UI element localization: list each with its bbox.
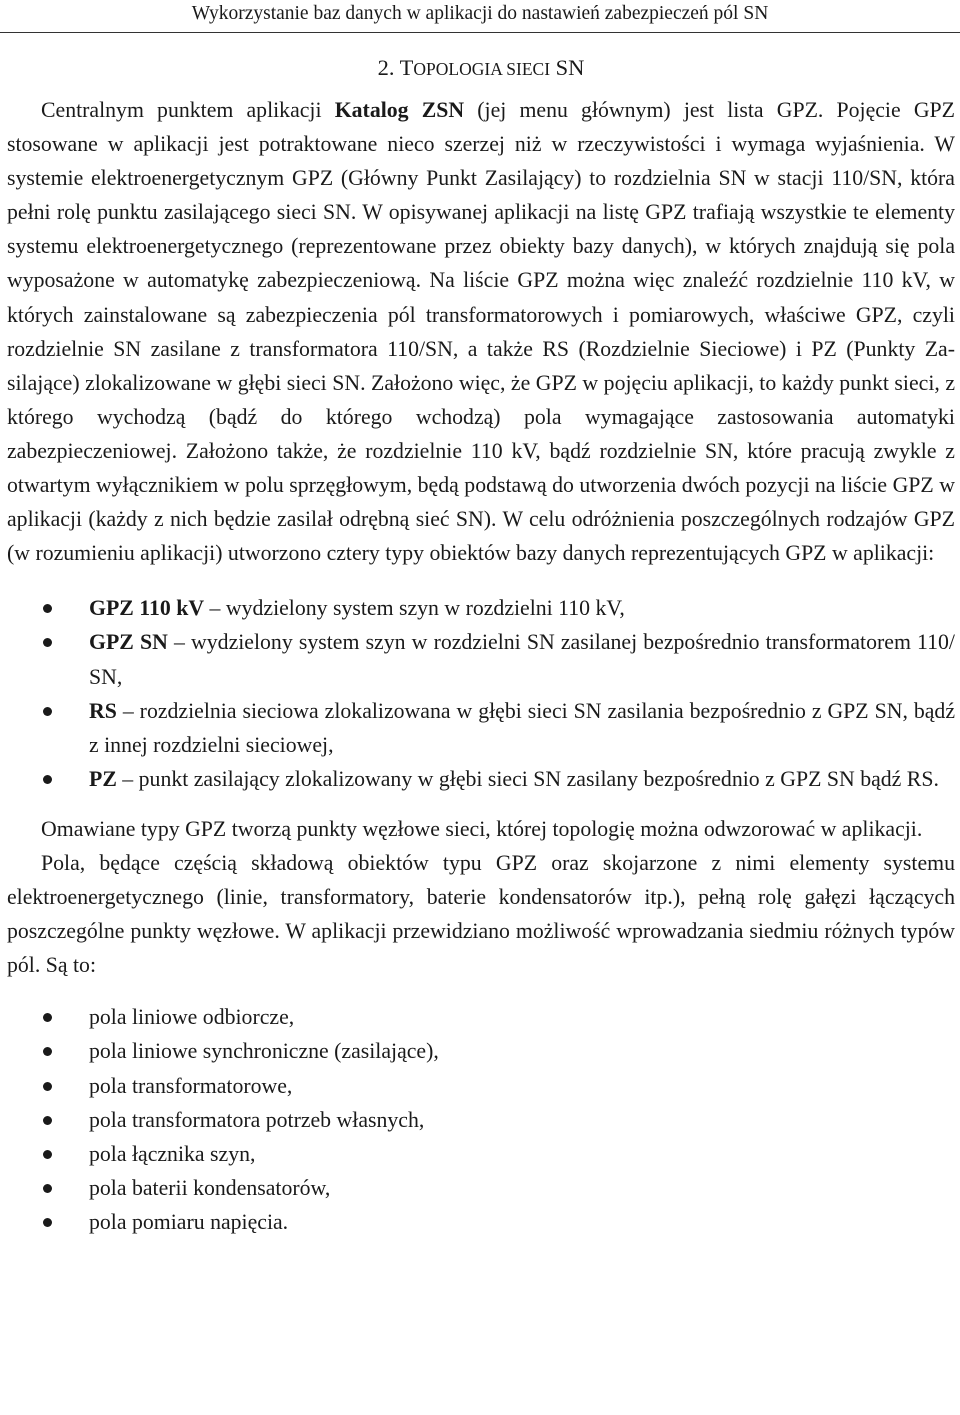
- list-item-term: GPZ 110 kV: [89, 596, 205, 621]
- list-item: [7, 694, 955, 762]
- section-title-initial: T: [399, 55, 414, 80]
- section-title-end: SN: [550, 55, 585, 80]
- list-item-text: pola liniowe synchroniczne (zasilające),: [89, 1039, 439, 1064]
- list-item-text: pola transformatorowe,: [89, 1073, 293, 1098]
- bullet-icon: [43, 638, 52, 647]
- list-item: [7, 1205, 955, 1239]
- list-item-term: GPZ SN: [89, 630, 168, 655]
- list-item-text: pola pomiaru napięcia.: [89, 1209, 289, 1234]
- section-title-smallcaps: OPOLOGIA SIECI: [413, 59, 551, 79]
- list-item-desc: – wydzielony system szyn w rozdzielni 110 kV,: [204, 596, 625, 621]
- paragraph-fields: Pola, będące częścią składową obiektów typu GPZ oraz skojarzone z nimi elementy systemu elektroenergetycznego (linie, transformatory, baterie kondensatorów itp.), pełną rolę gałęzi łączących poszczególne punkty węzłowe. W aplikacji przewidziano możliwość wprowadzania siedmiu różnych typów pól. Są to:: [7, 850, 955, 978]
- list-item-term: RS: [89, 698, 117, 723]
- bullet-icon: [43, 775, 52, 784]
- bullet-icon: [43, 1082, 52, 1091]
- page-content: [7, 40, 955, 1239]
- list-item-desc: – wydzielony system szyn w rozdzielni SN zasilanej bezpośrednio transformatorem 110/ SN,: [89, 630, 955, 689]
- list-item: [7, 1171, 955, 1205]
- field-types-list: [7, 1000, 955, 1239]
- list-item: [7, 1069, 955, 1103]
- bullet-icon: [43, 1047, 52, 1056]
- list-item-text: pola transformatora potrzeb własnych,: [89, 1107, 425, 1132]
- bullet-icon: [43, 707, 52, 716]
- section-number: 2.: [377, 55, 395, 80]
- paragraph-nodes: Omawiane typy GPZ tworzą punkty węzłowe sieci, której topologię można odwzorować w aplikacji.: [41, 816, 923, 841]
- list-item-desc: – punkt zasilający zlokalizowany w głębi sieci SN zasilany bezpośrednio z GPZ SN bądź RS.: [116, 766, 939, 791]
- list-item: [7, 1103, 955, 1137]
- list-item: [7, 591, 955, 625]
- list-item-term: PZ: [89, 766, 117, 791]
- list-item: [7, 625, 955, 693]
- gpz-types-list: [7, 591, 955, 796]
- list-item-text: pola łącznika szyn,: [89, 1141, 256, 1166]
- bullet-icon: [43, 1013, 52, 1022]
- list-item-text: pola baterii kondensatorów,: [89, 1175, 331, 1200]
- list-item-desc: – rozdzielnia sieciowa zlokalizowana w głębi sieci SN zasilania bezpośrednio z GPZ SN, bądź z innej rozdzielni sieciowej,: [89, 698, 955, 757]
- bullet-icon: [43, 604, 52, 613]
- bullet-icon: [43, 1150, 52, 1159]
- app-name: Katalog ZSN: [334, 98, 465, 122]
- running-header-title: Wykorzystanie baz danych w aplikacji do nastawień zabezpieczeń pól SN: [191, 3, 769, 24]
- list-item: [7, 1000, 955, 1034]
- list-item: [7, 1034, 955, 1068]
- section-heading: [7, 51, 955, 86]
- paragraph-intro-body: (jej menu głównym) jest lista GPZ. Pojęcie GPZ stosowane w aplikacji jest potraktowane nieco szerzej niż w rzeczywistości i wymaga wyjaśnienia. W systemie elektroenergetycznym GPZ (Główny Punkt Zasilający) to rozdzielnia SN w stacji 110/SN, która pełni rolę punktu zasilającego sieci SN. W opisywanej aplikacji na listę GPZ trafiają wszystkie te elementy systemu elektroenergetycznego (reprezentowane przez obiekty bazy danych), w których znajdują się pola wyposażone w automatykę zabezpieczeniową. Na liście GPZ można więc znaleźć rozdzielnie 110 kV, w których zainstalowane są zabezpieczenia pól transformatorowych i pomiarowych, właściwe GPZ, czyli rozdzielnie SN zasilane z transformatora 110/SN, a także RS (Rozdzielnie Sieciowe) i PZ (Punkty Zasilające) zlokalizowane w głębi sieci SN. Założono więc, że GPZ w pojęciu aplikacji, to każdy punkt sieci, z którego wychodzą (bądź do którego wchodzą) pola wymagające zastosowania automatyki zabezpieczeniowej. Założono także, że rozdzielnie 110 kV, bądź rozdzielnie SN, które pracują zwykle z otwartym wyłącznikiem w polu sprzęgłowym, będą podstawą do utworzenia dwóch pozycji na liście GPZ w aplikacji (każdy z nich będzie zasilał odrębną sieć SN). W celu odróżnienia poszczególnych rodzajów GPZ (w rozumieniu aplikacji) utworzono cztery typy obiektów bazy danych reprezentujących GPZ w aplikacji:: [7, 98, 955, 566]
- bullet-icon: [43, 1218, 52, 1227]
- bullet-icon: [43, 1116, 52, 1125]
- paragraph-intro: [7, 93, 955, 570]
- list-item: [7, 762, 955, 796]
- list-item: [7, 1137, 955, 1171]
- list-item-text: pola liniowe odbiorcze,: [89, 1005, 295, 1030]
- running-header: [0, 0, 960, 33]
- bullet-icon: [43, 1184, 52, 1193]
- paragraph-intro-start: Centralnym punktem aplikacji: [41, 98, 335, 122]
